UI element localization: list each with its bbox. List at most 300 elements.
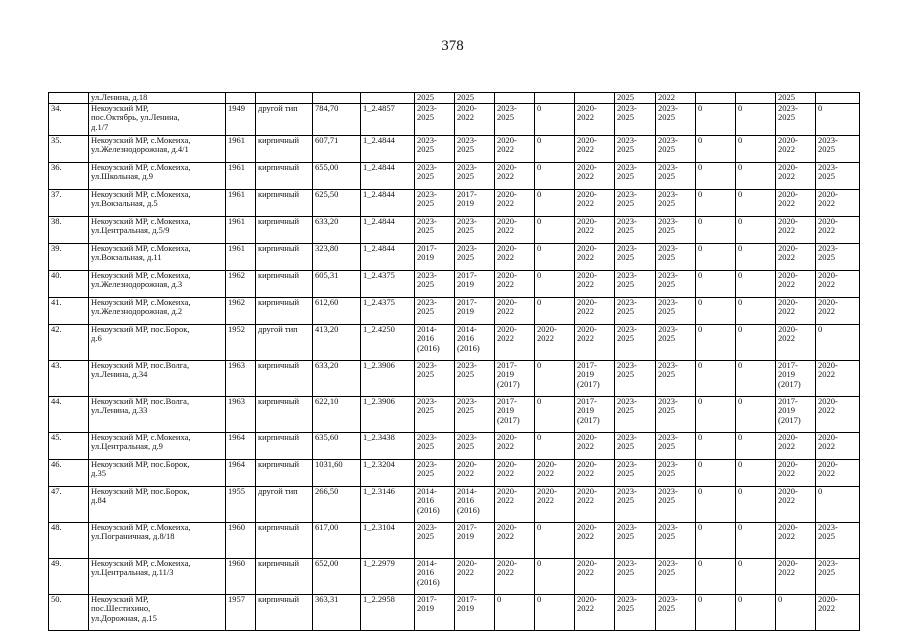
address-cell bbox=[89, 93, 226, 104]
table-row bbox=[49, 523, 860, 559]
code-cell: 1_2.3906 bbox=[361, 397, 415, 433]
period-cell bbox=[656, 104, 696, 136]
period-line: 2020- bbox=[577, 135, 597, 145]
period-cell bbox=[455, 244, 495, 271]
period-cell bbox=[696, 244, 736, 271]
period-line: 2025 bbox=[658, 603, 675, 614]
period-cell bbox=[736, 523, 776, 559]
year-built-cell: 1961 bbox=[226, 163, 256, 190]
area-cell: 363,31 bbox=[313, 595, 361, 631]
period-cell bbox=[575, 163, 615, 190]
address-line: д.1/7 bbox=[91, 121, 109, 132]
period-line: 2017- bbox=[417, 594, 437, 604]
address-line: ул.Дорожная, д.15 bbox=[91, 612, 157, 623]
period-line: 0 bbox=[537, 432, 542, 442]
period-line: 0 bbox=[738, 396, 743, 406]
address-cell bbox=[89, 271, 226, 298]
period-cell bbox=[736, 487, 776, 523]
wall-material-cell: кирпичный bbox=[256, 397, 313, 433]
period-line: 2020- bbox=[577, 594, 597, 604]
period-cell bbox=[415, 460, 455, 487]
year-built-cell: 1961 bbox=[226, 136, 256, 163]
year-built-cell: 1963 bbox=[226, 361, 256, 397]
period-cell bbox=[615, 244, 656, 271]
period-line: 2023- bbox=[818, 162, 838, 172]
period-cell bbox=[696, 104, 736, 136]
row-number: 43. bbox=[49, 361, 89, 397]
wall-material-cell: кирпичный bbox=[256, 433, 313, 460]
period-cell bbox=[495, 559, 535, 595]
period-cell bbox=[415, 163, 455, 190]
period-line: 2023- bbox=[617, 189, 637, 199]
period-cell bbox=[776, 460, 816, 487]
period-line: 2025 bbox=[658, 144, 675, 155]
period-cell bbox=[455, 325, 495, 361]
period-cell bbox=[696, 523, 736, 559]
period-cell bbox=[415, 595, 455, 631]
code-cell: 1_2.4844 bbox=[361, 217, 415, 244]
period-line: 2025 bbox=[457, 252, 474, 263]
period-line: 2022 bbox=[497, 495, 514, 506]
period-line: 2025 bbox=[417, 144, 434, 155]
area-cell: 1031,60 bbox=[313, 460, 361, 487]
period-line: 2020- bbox=[497, 459, 517, 469]
period-cell bbox=[455, 104, 495, 136]
period-line: 2020- bbox=[778, 432, 798, 442]
period-line: (2017) bbox=[497, 378, 520, 389]
period-line: 2020- bbox=[577, 189, 597, 199]
period-line: 2025 bbox=[658, 225, 675, 236]
period-line: 2022 bbox=[577, 531, 594, 542]
period-line: 2023- bbox=[617, 297, 637, 307]
period-line: 0 bbox=[537, 216, 542, 226]
period-line: 0 bbox=[698, 396, 703, 406]
period-cell bbox=[615, 460, 656, 487]
period-line: 0 bbox=[537, 594, 542, 604]
period-cell bbox=[696, 163, 736, 190]
period-line: 2014- bbox=[457, 324, 477, 334]
period-line: 2020- bbox=[778, 486, 798, 496]
period-cell bbox=[455, 559, 495, 595]
period-cell bbox=[615, 433, 656, 460]
code-cell: 1_2.2979 bbox=[361, 559, 415, 595]
address-cell bbox=[89, 397, 226, 433]
period-line: 2023- bbox=[617, 558, 637, 568]
period-line: 2025 bbox=[658, 567, 675, 578]
period-line: 2023- bbox=[658, 103, 678, 113]
period-cell bbox=[575, 433, 615, 460]
period-line: 2022 bbox=[778, 567, 795, 578]
address-line: ул.Вокзальная, д.11 bbox=[91, 252, 162, 263]
address-line: ул.Центральная, д.11/3 bbox=[91, 567, 174, 578]
period-line: 2019 bbox=[457, 279, 474, 290]
period-cell bbox=[696, 93, 736, 104]
year-built-cell: 1964 bbox=[226, 460, 256, 487]
address-cell bbox=[89, 190, 226, 217]
period-cell bbox=[696, 460, 736, 487]
period-line: 2023- bbox=[818, 135, 838, 145]
period-line: 2025 bbox=[417, 198, 434, 209]
period-cell bbox=[816, 163, 860, 190]
period-cell bbox=[776, 104, 816, 136]
period-line: 2022 bbox=[577, 171, 594, 182]
period-line: 2025 bbox=[457, 225, 474, 236]
period-cell bbox=[776, 271, 816, 298]
period-line: 2022 bbox=[497, 441, 514, 452]
period-line: 0 bbox=[738, 243, 743, 253]
period-line: 2016 bbox=[417, 495, 434, 506]
period-cell bbox=[455, 487, 495, 523]
period-line: 2014- bbox=[417, 324, 437, 334]
period-line: 2023- bbox=[658, 162, 678, 172]
period-cell bbox=[575, 460, 615, 487]
period-line: 2022 bbox=[577, 279, 594, 290]
period-cell bbox=[535, 361, 575, 397]
period-cell bbox=[495, 595, 535, 631]
period-cell bbox=[535, 397, 575, 433]
period-cell bbox=[816, 244, 860, 271]
period-line: 2020- bbox=[577, 459, 597, 469]
period-line: 2020- bbox=[497, 243, 517, 253]
period-line: 2023- bbox=[658, 189, 678, 199]
period-cell bbox=[615, 104, 656, 136]
year-built-cell: 1964 bbox=[226, 433, 256, 460]
period-cell bbox=[776, 93, 816, 104]
period-line: 2022 bbox=[577, 144, 594, 155]
period-line: 2020- bbox=[497, 432, 517, 442]
period-line: 2023- bbox=[818, 522, 838, 532]
table-row bbox=[49, 163, 860, 190]
code-cell: 1_2.4844 bbox=[361, 190, 415, 217]
period-line: 2016 bbox=[457, 333, 474, 344]
period-line: 0 bbox=[738, 216, 743, 226]
period-line: 2023- bbox=[658, 396, 678, 406]
period-line: 2025 bbox=[658, 333, 675, 344]
period-line: 2023- bbox=[658, 243, 678, 253]
period-cell bbox=[656, 523, 696, 559]
period-line: 0 bbox=[698, 459, 703, 469]
period-cell bbox=[495, 163, 535, 190]
year-built-cell: 1962 bbox=[226, 271, 256, 298]
row-number: 35. bbox=[49, 136, 89, 163]
period-line: 2023- bbox=[417, 270, 437, 280]
period-line: (2017) bbox=[577, 378, 600, 389]
period-line: 2016 bbox=[457, 495, 474, 506]
period-line: 2023- bbox=[658, 360, 678, 370]
period-cell bbox=[575, 325, 615, 361]
table-row bbox=[49, 136, 860, 163]
period-line: 2020- bbox=[778, 216, 798, 226]
period-cell bbox=[816, 523, 860, 559]
period-line: 2020- bbox=[577, 324, 597, 334]
table-row bbox=[49, 298, 860, 325]
row-number: 47. bbox=[49, 487, 89, 523]
address-line: ул.Ленина, д.18 bbox=[91, 92, 148, 102]
period-cell bbox=[736, 93, 776, 104]
period-cell bbox=[495, 433, 535, 460]
row-number: 42. bbox=[49, 325, 89, 361]
period-cell bbox=[696, 559, 736, 595]
period-line: 2023- bbox=[658, 558, 678, 568]
address-line: пос.Шестихино, bbox=[91, 603, 151, 614]
period-line: 2023- bbox=[617, 594, 637, 604]
area-cell: 652,00 bbox=[313, 559, 361, 595]
period-line: 0 bbox=[537, 135, 542, 145]
period-cell bbox=[535, 559, 575, 595]
period-line: 0 bbox=[738, 459, 743, 469]
code-cell: 1_2.2958 bbox=[361, 595, 415, 631]
area-cell: 633,20 bbox=[313, 361, 361, 397]
period-line: 2020- bbox=[577, 216, 597, 226]
period-line: 2023- bbox=[457, 135, 477, 145]
period-line: 2025 bbox=[617, 225, 634, 236]
period-cell bbox=[575, 217, 615, 244]
period-line: 2025 bbox=[617, 171, 634, 182]
period-line: 2022 bbox=[778, 279, 795, 290]
period-line: 2022 bbox=[457, 468, 474, 479]
wall-material-cell: кирпичный bbox=[256, 271, 313, 298]
period-cell bbox=[776, 298, 816, 325]
code-cell: 1_2.3146 bbox=[361, 487, 415, 523]
period-line: 2025 bbox=[417, 531, 434, 542]
period-cell bbox=[575, 244, 615, 271]
period-cell bbox=[656, 163, 696, 190]
period-line: 2023- bbox=[497, 103, 517, 113]
period-cell bbox=[736, 244, 776, 271]
period-cell bbox=[816, 298, 860, 325]
period-cell bbox=[415, 433, 455, 460]
period-line: 2022 bbox=[497, 333, 514, 344]
period-line: 2020- bbox=[537, 459, 557, 469]
period-line: 2019 bbox=[457, 603, 474, 614]
period-line: 2023- bbox=[457, 360, 477, 370]
period-cell bbox=[736, 325, 776, 361]
row-number: 36. bbox=[49, 163, 89, 190]
period-cell bbox=[455, 217, 495, 244]
period-cell bbox=[776, 136, 816, 163]
period-line: 2023- bbox=[457, 396, 477, 406]
wall-material-cell: другой тип bbox=[256, 104, 313, 136]
period-line: 2023- bbox=[617, 216, 637, 226]
period-line: 2020- bbox=[818, 216, 838, 226]
period-line: 2020- bbox=[778, 297, 798, 307]
period-line: 2025 bbox=[417, 405, 434, 416]
period-line: 2022 bbox=[577, 468, 594, 479]
period-line: 2014- bbox=[417, 486, 437, 496]
year-built-cell: 1960 bbox=[226, 559, 256, 595]
period-line: 2020- bbox=[577, 103, 597, 113]
period-line: 2020- bbox=[537, 324, 557, 334]
address-cell bbox=[89, 460, 226, 487]
period-cell bbox=[415, 559, 455, 595]
address-cell bbox=[89, 559, 226, 595]
period-line: 2023- bbox=[417, 135, 437, 145]
period-line: 0 bbox=[698, 432, 703, 442]
address-line: ул.Вокзальная, д.5 bbox=[91, 198, 158, 209]
period-cell bbox=[615, 361, 656, 397]
period-line: 2022 bbox=[497, 468, 514, 479]
period-line: 2017- bbox=[778, 360, 798, 370]
period-line: 2025 bbox=[457, 144, 474, 155]
period-cell bbox=[776, 595, 816, 631]
period-cell bbox=[696, 361, 736, 397]
period-line: 2025 bbox=[778, 92, 795, 102]
address-line: ул.Пограничная, д.8/18 bbox=[91, 531, 175, 542]
wall-material-cell: кирпичный bbox=[256, 361, 313, 397]
period-line: 0 bbox=[698, 243, 703, 253]
period-line: 0 bbox=[738, 270, 743, 280]
address-line: ул.Центральная, д.5/9 bbox=[91, 225, 170, 236]
period-line: 2019 bbox=[497, 405, 514, 416]
period-line: 2023- bbox=[617, 243, 637, 253]
area-cell: 612,60 bbox=[313, 298, 361, 325]
period-line: 2020- bbox=[497, 324, 517, 334]
period-line: 2025 bbox=[617, 333, 634, 344]
period-line: 2023- bbox=[417, 103, 437, 113]
period-line: 2025 bbox=[497, 112, 514, 123]
period-line: 2022 bbox=[818, 369, 835, 380]
period-line: 2016 bbox=[417, 567, 434, 578]
period-cell bbox=[776, 325, 816, 361]
address-cell bbox=[89, 163, 226, 190]
table-row bbox=[49, 217, 860, 244]
period-line: (2016) bbox=[417, 342, 440, 353]
period-cell bbox=[816, 460, 860, 487]
table-row bbox=[49, 487, 860, 523]
period-line: 2025 bbox=[617, 306, 634, 317]
wall-material-cell: кирпичный bbox=[256, 298, 313, 325]
period-cell bbox=[495, 271, 535, 298]
period-line: 2025 bbox=[617, 198, 634, 209]
period-line: 2025 bbox=[778, 112, 795, 123]
period-line: 2025 bbox=[417, 369, 434, 380]
period-cell bbox=[776, 190, 816, 217]
period-line: 0 bbox=[738, 297, 743, 307]
period-line: 2020- bbox=[818, 396, 838, 406]
period-line: (2017) bbox=[577, 414, 600, 425]
code-cell: 1_2.4844 bbox=[361, 136, 415, 163]
period-cell bbox=[495, 136, 535, 163]
code-cell: 1_2.4250 bbox=[361, 325, 415, 361]
period-line: 0 bbox=[537, 360, 542, 370]
period-line: 2020- bbox=[778, 558, 798, 568]
period-cell bbox=[696, 136, 736, 163]
code-cell bbox=[361, 93, 415, 104]
period-cell bbox=[415, 104, 455, 136]
period-line: 2022 bbox=[497, 252, 514, 263]
period-line: 2025 bbox=[457, 405, 474, 416]
area-cell: 635,60 bbox=[313, 433, 361, 460]
period-cell bbox=[615, 217, 656, 244]
address-line: ул.Железнодорожная, д.2 bbox=[91, 306, 183, 317]
period-line: (2017) bbox=[497, 414, 520, 425]
period-cell bbox=[495, 397, 535, 433]
period-cell bbox=[816, 397, 860, 433]
period-cell bbox=[615, 271, 656, 298]
period-line: 0 bbox=[738, 558, 743, 568]
period-line: 2025 bbox=[818, 144, 835, 155]
period-cell bbox=[455, 271, 495, 298]
address-line: ул.Железнодорожная, д.4/1 bbox=[91, 144, 189, 155]
period-cell bbox=[415, 361, 455, 397]
period-cell bbox=[575, 397, 615, 433]
row-number: 44. bbox=[49, 397, 89, 433]
period-cell bbox=[495, 104, 535, 136]
address-line: Некоузский МР, с.Мокеиха, bbox=[91, 216, 191, 226]
period-cell bbox=[415, 298, 455, 325]
period-line: 2020- bbox=[577, 270, 597, 280]
period-cell bbox=[455, 433, 495, 460]
period-line: 0 bbox=[698, 216, 703, 226]
period-line: 2025 bbox=[818, 567, 835, 578]
period-line: 2025 bbox=[818, 531, 835, 542]
period-line: 2023- bbox=[457, 216, 477, 226]
period-cell bbox=[575, 595, 615, 631]
period-line: 2025 bbox=[417, 306, 434, 317]
period-line: 2025 bbox=[457, 171, 474, 182]
period-line: 2025 bbox=[658, 112, 675, 123]
period-line: 2023- bbox=[658, 432, 678, 442]
period-cell bbox=[776, 217, 816, 244]
period-cell bbox=[575, 361, 615, 397]
period-cell bbox=[535, 136, 575, 163]
wall-material-cell: кирпичный bbox=[256, 460, 313, 487]
period-line: 2020- bbox=[577, 243, 597, 253]
area-cell: 617,00 bbox=[313, 523, 361, 559]
period-line: 0 bbox=[537, 243, 542, 253]
period-line: 2020- bbox=[497, 558, 517, 568]
period-cell bbox=[535, 523, 575, 559]
period-line: 0 bbox=[537, 270, 542, 280]
row-number bbox=[49, 93, 89, 104]
wall-material-cell: кирпичный bbox=[256, 163, 313, 190]
period-cell bbox=[415, 271, 455, 298]
period-line: 0 bbox=[698, 324, 703, 334]
period-cell bbox=[696, 271, 736, 298]
period-line: 2023- bbox=[658, 522, 678, 532]
period-line: 0 bbox=[738, 135, 743, 145]
address-cell bbox=[89, 298, 226, 325]
period-line: 0 bbox=[537, 162, 542, 172]
period-line: 0 bbox=[537, 189, 542, 199]
period-line: 0 bbox=[537, 522, 542, 532]
period-line: 2020- bbox=[778, 135, 798, 145]
period-cell bbox=[736, 217, 776, 244]
address-cell bbox=[89, 523, 226, 559]
address-cell bbox=[89, 361, 226, 397]
period-cell bbox=[455, 190, 495, 217]
period-line: 0 bbox=[818, 103, 823, 113]
period-line: 2022 bbox=[457, 567, 474, 578]
period-line: 2020- bbox=[497, 486, 517, 496]
period-line: 2022 bbox=[778, 468, 795, 479]
period-cell bbox=[816, 595, 860, 631]
period-line: 2025 bbox=[658, 531, 675, 542]
row-number: 39. bbox=[49, 244, 89, 271]
period-line: 2025 bbox=[617, 405, 634, 416]
address-line: ул.Ленина, д.34 bbox=[91, 369, 148, 380]
address-line: Некоузский МР, с.Мокеиха, bbox=[91, 189, 191, 199]
period-line: 2025 bbox=[417, 112, 434, 123]
table-row bbox=[49, 397, 860, 433]
period-line: (2016) bbox=[417, 576, 440, 587]
code-cell: 1_2.4844 bbox=[361, 244, 415, 271]
row-number: 45. bbox=[49, 433, 89, 460]
period-line: 2020- bbox=[778, 459, 798, 469]
code-cell: 1_2.3104 bbox=[361, 523, 415, 559]
address-line: Некоузский МР, пос.Борок, bbox=[91, 486, 190, 496]
period-cell bbox=[415, 136, 455, 163]
